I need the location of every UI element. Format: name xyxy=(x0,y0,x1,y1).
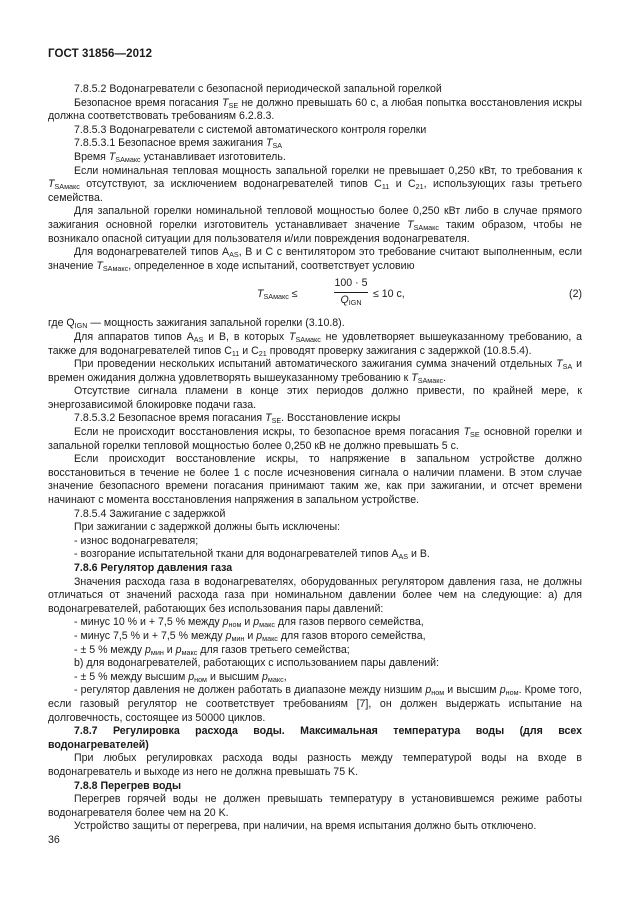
formula-numerator: 100 · 5 xyxy=(334,277,368,293)
standard-header: ГОСТ 31856—2012 xyxy=(48,48,153,60)
section-78531-paragraph-4: Для водонагревателей типов $A_{AS}$, B и C с вентилятором это требование считают выполненным, если значение $T_{SAмакс}$, определенное в ходе испытаний, соответствует условию xyxy=(48,246,582,273)
formula-rhs: ≤ 10 с, xyxy=(373,288,405,301)
section-786-title: 7.8.6 Регулятор давления газа xyxy=(74,562,233,574)
section-786-item-1: - минус 10 % и + 7,5 % между $p_{ном}$ и $p_{макс}$ для газов первого семейства, xyxy=(74,616,424,630)
after-formula-paragraph-1: Для аппаратов типов $A_{AS}$ и B, в которых $T_{SAмакс}$ не удовлетворяет вышеуказанному требованию, а также для водонагревателей типов $C_{11}$ и $C_{21}$ проводят проверку зажигания с задержкой (10.8.5.4). xyxy=(48,330,582,358)
section-7854-item-2: - возгорание испытательной ткани для водонагревателей типов $A_{AS}$ и B. xyxy=(74,548,430,562)
formula-number: (2) xyxy=(569,288,582,301)
section-788-paragraph-2: Устройство защиты от перегрева, при наличии, на время испытания должно быть отключено. xyxy=(74,820,537,833)
formula-fraction xyxy=(334,277,368,307)
section-787-title: 7.8.7 Регулировка расхода воды. Максимальная температура воды (для всех водонагревателей) xyxy=(48,725,582,751)
page-number: 36 xyxy=(48,834,60,846)
section-7852-paragraph: Безопасное время погасания $T_{SE}$ не должно превышать 60 с, а любая попытка восстановления искры должна соответствовать требованиям 6.2.8.3. xyxy=(48,96,582,123)
section-786-b-line: b) для водонагревателей, работающих с использованием пары давлений: xyxy=(74,657,440,670)
formula-where: где $Q_{IGN}$ — мощность зажигания запальной горелки (3.10.8). xyxy=(48,317,345,331)
document-body xyxy=(48,83,582,834)
section-787-paragraph: При любых регулировках расхода воды разность между температурой воды на входе в водонагреватель и выходе из него не должна превышать 75 K. xyxy=(48,752,582,778)
formula-denominator: $Q_{IGN}$ xyxy=(340,293,362,307)
section-786-item-4: - ± 5 % между высшим $p_{ном}$ и высшим $p_{макс}$, xyxy=(74,670,287,684)
section-786-item-3: - ± 5 % между $p_{мин}$ и $p_{макс}$ для газов третьего семейства; xyxy=(74,643,350,657)
section-78532-paragraph-1: Если не происходит восстановления искры, то безопасное время погасания $T_{SE}$ основной горелки и запальной горелки тепловой мощностью более 0,250 кВ не должно превышать 5 с. xyxy=(48,426,583,452)
section-7854-title: 7.8.5.4 Зажигание с задержкой xyxy=(74,507,226,520)
formula-2 xyxy=(48,276,582,314)
section-78531-paragraph-1: Время $T_{SAмакс}$ устанавливает изготовитель. xyxy=(74,150,286,164)
section-786-item-2: - минус 7,5 % и + 7,5 % между $p_{мин}$ и $p_{макс}$ для газов второго семейства, xyxy=(74,629,426,643)
section-788-title: 7.8.8 Перегрев воды xyxy=(74,779,182,792)
section-7854-item-1: - износ водонагревателя; xyxy=(74,534,199,547)
section-78532-title: 7.8.5.3.2 Безопасное время погасания $T_{SE}$. Восстановление искры xyxy=(74,412,401,426)
section-7852-title: 7.8.5.2 Водонагреватели с безопасной периодической запальной горелкой xyxy=(74,83,442,95)
formula-lhs: $T_{SAмакс}$ ≤ xyxy=(257,288,298,302)
section-78531-paragraph-2: Если номинальная тепловая мощность запальной горелки не превышает 0,250 кВт, то требования к $T_{SAмакс}$ отсутствуют, за исключением водонагревателей типов $C_{11}$ и $C_{21}$, использующих газы третьего семейства. xyxy=(48,164,582,204)
section-7854-paragraph: При зажигании с задержкой должны быть исключены: xyxy=(74,521,341,534)
section-78531-paragraph-3: Для запальной горелки номинальной тепловой мощностью более 0,250 кВт либо в случае прямого зажигания основной горелки изготовитель устанавливает значение $T_{SAмакс}$ таким образом, чтобы не возникало опасной ситуации для пользователя и/или повреждения водонагревателя. xyxy=(48,205,582,245)
section-78531-title: 7.8.5.3.1 Безопасное время зажигания $T_{SA}$ xyxy=(74,137,283,151)
after-formula-paragraph-3: Отсутствие сигнала пламени в конце этих периодов должно привести, по крайней мере, к энергозависимой блокировке подачи газа. xyxy=(48,385,582,411)
section-786-paragraph: Значения расхода газа в водонагревателях, оборудованных регулятором давления газа, не должны отличаться от значений расхода газа при номинальном давлении более чем на следующие: а) для водонагревателей, работающих без использования пары давлений: xyxy=(48,575,582,615)
section-7853-title: 7.8.5.3 Водонагреватели с системой автоматического контроля горелки xyxy=(74,123,427,136)
section-78532-paragraph-2: Если происходит восстановление искры, то напряжение в запальном устройстве должно восстановиться в течение не более 1 с после исчезновения сигнала о наличии пламени. В этом случае значение безопасного времени погасания принимают таким же, как при зажигании, и отсчет времени начинают с момента восстановления напряжения в запальном устройстве. xyxy=(48,453,582,507)
section-786-item-5: - регулятор давления не должен работать в диапазоне между низшим $p_{ном}$ и высшим $p_{ном}$. Кроме того, если газовый регулятор не соответствует требованиям [7], он должен выдержать испытание на долговечность, состоящее из 50000 циклов. xyxy=(48,684,582,724)
section-788-paragraph-1: Перегрев горячей воды не должен превышать температуру в установившемся режиме работы водонагревателя более чем на 20 K. xyxy=(48,793,582,819)
after-formula-paragraph-2: При проведении нескольких испытаний автоматического зажигания сумма значений отдельных $T_{SA}$ и времен ожидания должна удовлетворять вышеуказанному требованию к $T_{SAмакс}$. xyxy=(48,358,582,385)
